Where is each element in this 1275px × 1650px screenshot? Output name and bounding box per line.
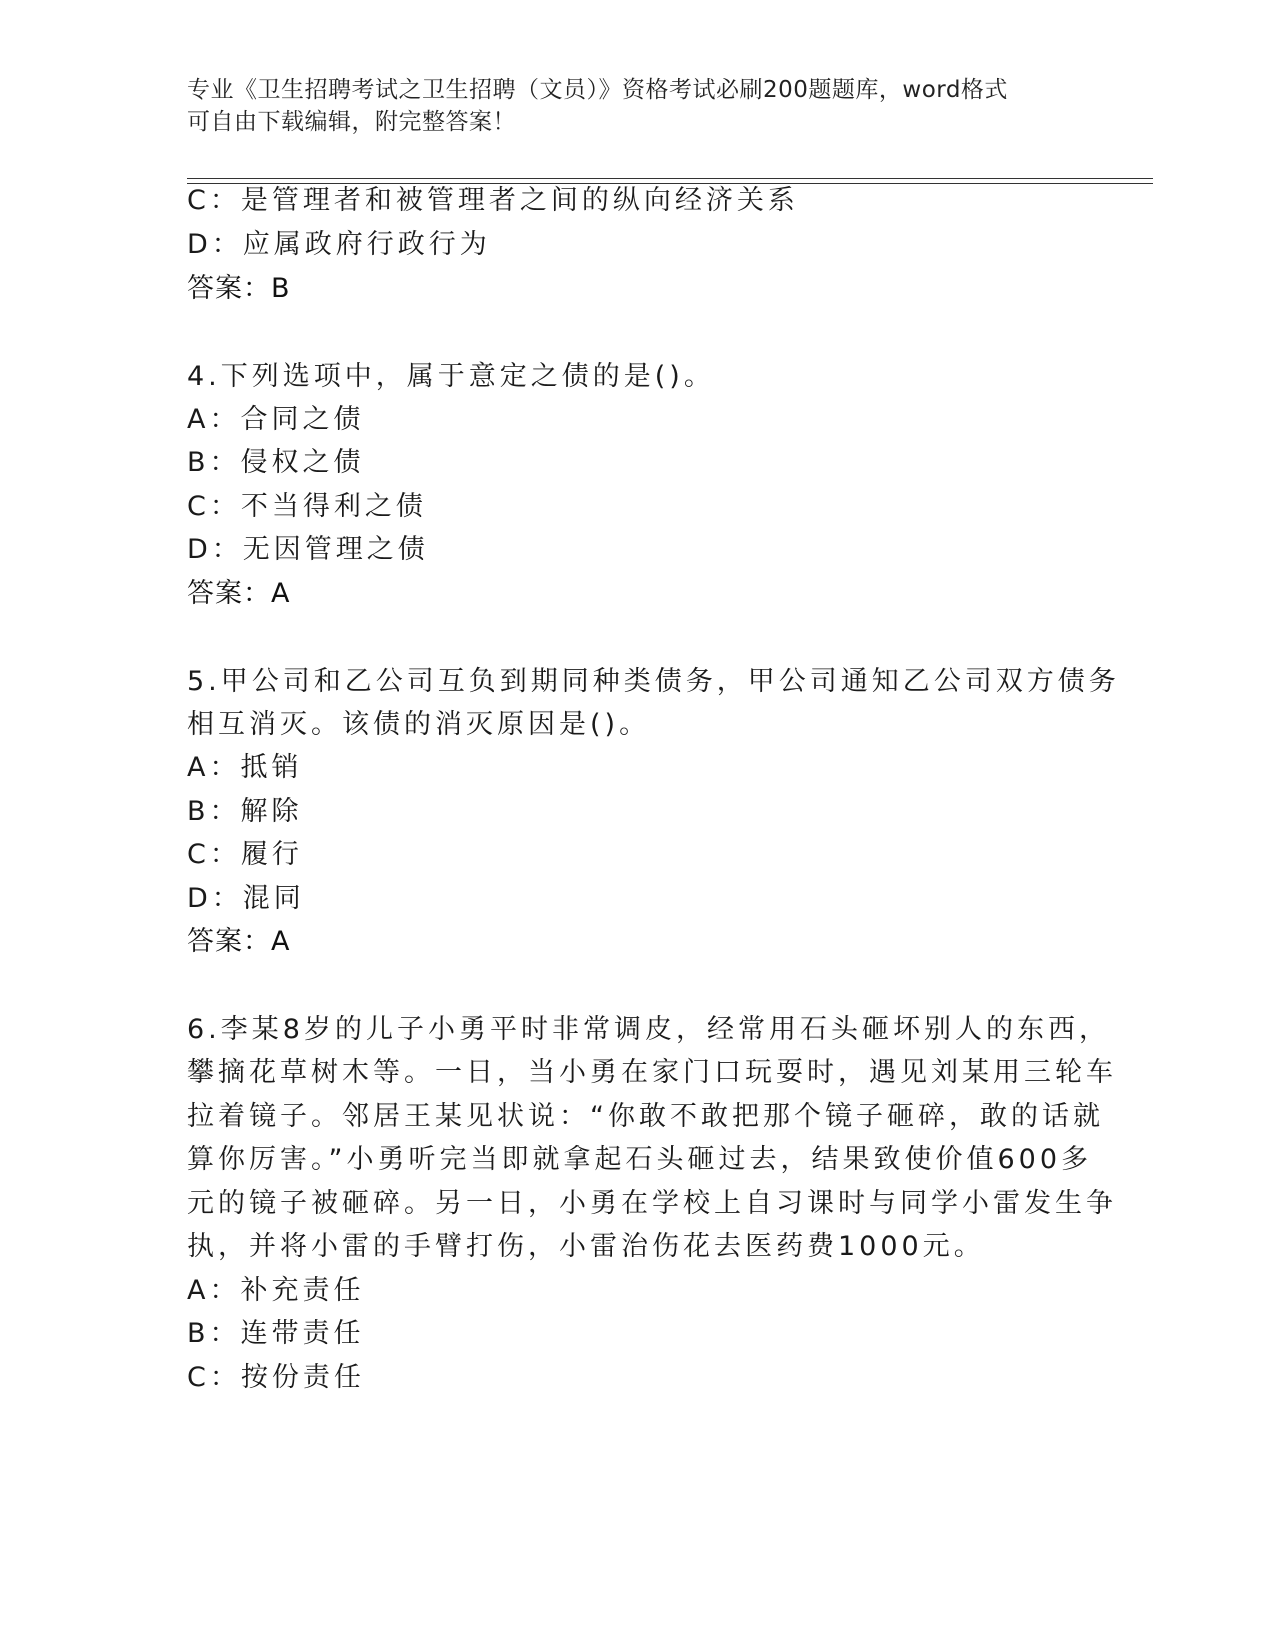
q3-option-d: D：应属政府行政行为 bbox=[187, 229, 491, 260]
q6-stem-line-6: 执，并将小雷的手臂打伤，小雷治伤花去医药费1000元。 bbox=[187, 1231, 985, 1262]
q5-stem-line-1: 5.甲公司和乙公司互负到期同种类债务，甲公司通知乙公司双方债务 bbox=[187, 666, 1120, 697]
q4-option-b: B：侵权之债 bbox=[187, 447, 365, 478]
q4-stem: 4.下列选项中，属于意定之债的是()。 bbox=[187, 361, 715, 392]
q5-option-d: D：混同 bbox=[187, 883, 305, 914]
header-title-line-2: 可自由下载编辑，附完整答案！ bbox=[187, 109, 516, 135]
q3-answer: 答案：B bbox=[187, 273, 291, 304]
q6-option-b: B：连带责任 bbox=[187, 1318, 365, 1349]
q5-option-c: C：履行 bbox=[187, 839, 303, 870]
q6-stem-line-3: 拉着镜子。邻居王某见状说：“你敢不敢把那个镜子砸碎，敢的话就 bbox=[187, 1101, 1104, 1132]
q5-option-a: A：抵销 bbox=[187, 752, 303, 783]
q5-stem-line-2: 相互消灭。该债的消灭原因是()。 bbox=[187, 709, 651, 740]
document-header bbox=[187, 74, 1067, 138]
q4-option-a: A：合同之债 bbox=[187, 404, 365, 435]
q4-answer: 答案：A bbox=[187, 578, 291, 609]
q5-answer: 答案：A bbox=[187, 926, 291, 957]
q4-option-c: C：不当得利之债 bbox=[187, 491, 427, 522]
header-title-line-1: 专业《卫生招聘考试之卫生招聘（文员）》资格考试必刷200题题库，word格式 bbox=[187, 77, 1008, 103]
q6-option-c: C：按份责任 bbox=[187, 1362, 365, 1393]
q6-stem-line-4: 算你厉害。”小勇听完当即就拿起石头砸过去，结果致使价值600多 bbox=[187, 1144, 1093, 1175]
q3-option-c: C：是管理者和被管理者之间的纵向经济关系 bbox=[187, 185, 799, 216]
q6-stem-line-5: 元的镜子被砸碎。另一日，小勇在学校上自习课时与同学小雷发生争 bbox=[187, 1188, 1117, 1219]
q6-option-a: A：补充责任 bbox=[187, 1275, 365, 1306]
header-divider-top bbox=[187, 178, 1153, 179]
q5-option-b: B：解除 bbox=[187, 796, 303, 827]
q6-stem-line-1: 6.李某8岁的儿子小勇平时非常调皮，经常用石头砸坏别人的东西， bbox=[187, 1014, 1110, 1045]
q4-option-d: D：无因管理之债 bbox=[187, 534, 429, 565]
q6-stem-line-2: 攀摘花草树木等。一日，当小勇在家门口玩耍时，遇见刘某用三轮车 bbox=[187, 1057, 1117, 1088]
